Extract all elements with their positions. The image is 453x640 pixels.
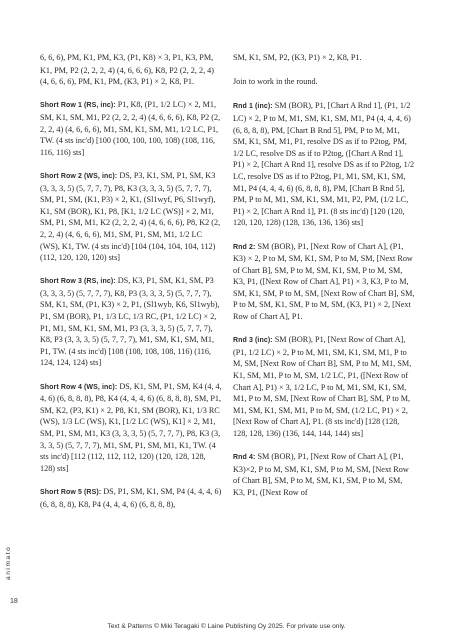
paragraph (40, 170, 222, 264)
paragraph (233, 451, 415, 498)
paragraph (40, 52, 222, 88)
row-instructions: P1, K8, (P1, 1/2 LC) × 2, M1, SM, K1, SM, M1, P2 (2, 2, 2, 4) (4, 6, 6, 6), K8, P2 (2, 2, 2, 4) (4, 6, 6, 6), M1, SM, K1, SM, M1, 1/2 LC, P1, TW. (4 sts inc'd) [100 (100, 100, 100, 108) (108, 116, 116, 116) sts] (40, 100, 221, 157)
row-label: Rnd 3 (inc): (233, 337, 273, 345)
row-label: Short Row 4 (WS, inc): (40, 383, 118, 391)
row-label: Rnd 4: (233, 454, 256, 462)
page-number: 18 (10, 598, 18, 605)
row-instructions: SM (BOR), P1, [Chart A Rnd 1], (P1, 1/2 LC) × 2, P to M, M1, SM, K1, SM, M1, P4 (4, 4, 4, 6) (6, 8, 8, 8), PM, [Chart B Rnd 5], PM, P to M, M1, SM, K1, SM, M1, P1, resolve DS as if to P2tog, PM, 1/2 LC, resolve DS as if to P2tog, ([Chart A Rnd 1], P1) × 2, [Chart A Rnd 1], resolve DS as if to P2tog, 1/2 LC, resolve DS as if to P2tog, P1, M1, SM, K1, SM, M1, P4 (4, 4, 4, 6) (6, 8, 8, 8), PM, [Chart B Rnd 5], PM, P to M, M1, SM, K1, SM, M1, P2, PM, (1/2 LC, P1) × 2, [Chart A Rnd 1], P1. (8 sts inc'd) [120 (120, 120, 120, 128) (128, 136, 136, 136) sts] (233, 101, 415, 228)
paragraph (40, 275, 222, 369)
right-column (233, 52, 415, 510)
row-instructions: SM (BOR), P1, [Next Row of Chart A], (P1, 1/2 LC) × 2, P to M, M1, SM, K1, SM, M1, P to M, SM, [Next Row of Chart B], SM, P to M, M1, SM, K1, SM, M1, P to M, SM, 1/2 LC, P1, ([Next Row of Chart A], P1) × 3, 1/2 LC, P to M, M1, SM, K1, SM, M1, P to M, SM, [Next Row of Chart B], SM, P to M, M1, SM, K1, SM, M1, P to M, SM, (1/2 LC, P1) × 2, [Next Row of Chart A], P1. (8 sts inc'd) [128 (128, 128, 128, 136) (136, 144, 144, 144) sts] (233, 335, 412, 438)
row-instructions: SM (BOR), P1, [Next Row of Chart A], (P1, K3) × 2, P to M, SM, K1, SM, P to M, SM, [Next Row of Chart B], SM, P to M, SM, K1, SM, P to M, SM, K3, P1, ([Next Row of Chart A], P1) × 3, K3, P to M, SM, K1, SM, P to M, SM, [Next Row of Chart B], SM, P to M, SM, K1, SM, P to M, SM, (K3, P1) × 2, [Next Row of Chart A], P1. (233, 241, 415, 322)
paragraph (40, 486, 222, 510)
copyright-footer: Text & Patterns © Miki Teragaki © Laine Publishing Oy 2025. For private use only. (107, 623, 346, 630)
left-column (40, 52, 222, 522)
row-instructions: SM (BOR), P1, [Next Row of Chart A], (P1, K3)×2, P to M, SM, K1, SM, P to M, SM, [Next Row of Chart B], SM, P to M, SM, K1, SM, P to M, SM, K3, P1, ([Next Row of (233, 452, 409, 497)
row-label: Short Row 5 (RS): (40, 488, 102, 496)
row-label: Short Row 1 (RS, inc): (40, 102, 116, 110)
row-label: Short Row 2 (WS, inc): (40, 172, 118, 180)
paragraph (40, 381, 222, 475)
row-label: Short Row 3 (RS, inc): (40, 278, 116, 286)
row-label: Rnd 2: (233, 243, 256, 251)
row-label: Rnd 1 (inc): (233, 103, 273, 111)
row-instructions: SM, K1, SM, P2, (K3, P1) × 2, K8, P1. (233, 53, 362, 62)
row-instructions: Join to work in the round. (233, 77, 318, 87)
brand-sidebar-text: animato (5, 545, 12, 580)
paragraph (233, 334, 415, 439)
paragraph (233, 52, 415, 65)
paragraph (40, 99, 222, 158)
row-instructions: DS, K3, P1, SM, K1, SM, P3 (3, 3, 3, 5) (5, 7, 7, 7), K8, P3 (3, 3, 3, 5) (5, 7, 7, 7), SM, K1, SM, (P1, K3) × 2, P1, (Sl1wyb, K6, Sl1wyb), P1, SM (BOR), P1, 1/3 LC, 1/3 RC, (P1, 1/2 LC) × 2, P1, M1, SM, K1, SM, M1, P3 (3, 3, 3, 5) (5, 7, 7, 7), K8, P3 (3, 3, 3, 5) (5, 7, 7, 7), M1, SM, K1, SM, M1, P1, TW. (4 sts inc'd) [108 (108, 108, 108, 116) (116, 124, 124, 124) sts] (40, 276, 220, 368)
row-instructions: DS, P3, K1, SM, P1, SM, K3 (3, 3, 3, 5) (5, 7, 7, 7), P8, K3 (3, 3, 3, 5) (5, 7, 7, 7), SM, P1, SM, (K1, P3) × 2, K1, (Sl1wyf, P6, Sl1wyf), K1, SM (BOR), K1, P8, [K1, 1/2 LC (WS)] × 2, M1, SM, P1, SM, M1, K2 (2, 2, 2, 4) (4, 6, 6, 6), P8, K2 (2, 2, 2, 4) (4, 6, 6, 6), M1, SM, P1, SM, M1, 1/2 LC (WS), K1, TW. (4 sts inc'd) [104 (104, 104, 104, 112) (112, 120, 120, 120) sts] (40, 170, 221, 263)
paragraph (233, 76, 415, 89)
row-instructions: 6, 6, 6), PM, K1, PM, K3, (P1, K8) × 3, P1, K3, PM, K1, PM, P2 (2, 2, 2, 4) (4, 6, 6, 6), K8, P2 (2, 2, 2, 4) (4, 6, 6, 6), PM, K1, PM, (K3, P1) × 2, K8, P1. (40, 53, 214, 87)
paragraph (233, 241, 415, 323)
row-instructions: DS, P1, SM, K1, SM, P4 (4, 4, 4, 6) (6, 8, 8, 8), K8, P4 (4, 4, 4, 6) (6, 8, 8, 8), (40, 486, 222, 509)
paragraph (233, 100, 415, 229)
row-instructions: DS, K1, SM, P1, SM, K4 (4, 4, 4, 6) (6, 8, 8, 8), P8, K4 (4, 4, 4, 6) (6, 8, 8, 8), SM, P1, SM, K2, (P3, K1) × 2, P8, K1, SM (BOR), K1, 1/3 RC (WS), 1/3 LC (WS), K1, [1/2 LC (WS), K1] × 2, M1, SM, P1, SM, M1, K3 (3, 3, 3, 5) (5, 7, 7, 7), P8, K3 (3, 3, 3, 5) (5, 7, 7, 7), M1, SM, P1, SM, M1, K1, TW. (4 sts inc'd) [112 (112, 112, 112, 120) (120, 128, 128, 128) sts] (40, 381, 222, 473)
